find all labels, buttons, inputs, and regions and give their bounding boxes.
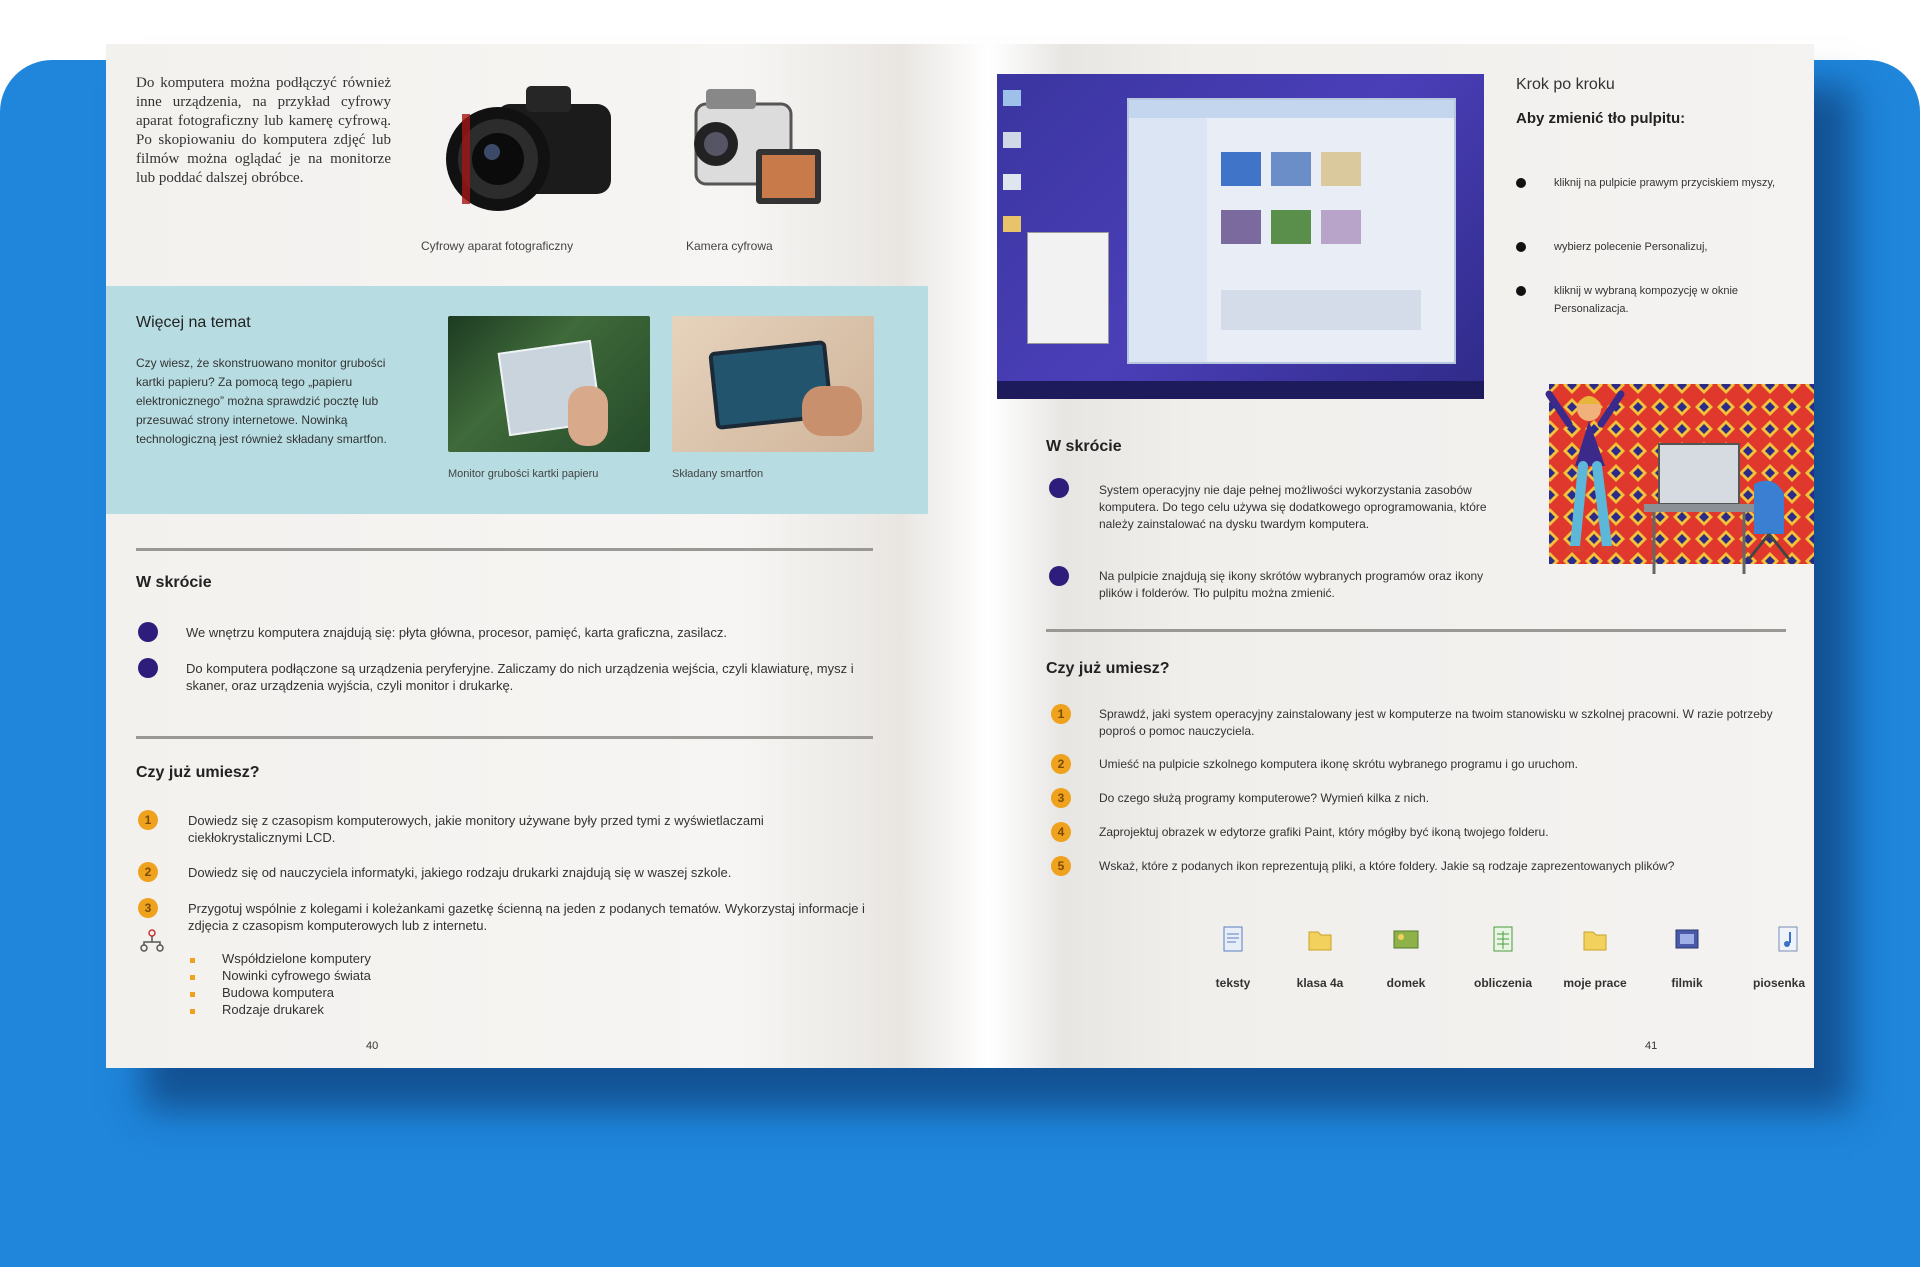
quiz-item: Dowiedz się od nauczyciela informatyki, jakiego rodzaju drukarki znajdują się w waszej szkole.: [188, 865, 732, 880]
topic-item: Rodzaje drukarek: [222, 1002, 324, 1017]
step-heading: Aby zmienić tło pulpitu:: [1516, 110, 1686, 127]
topic-bullet: [190, 958, 195, 963]
folder-icon: [1581, 926, 1609, 952]
bullet: [138, 658, 158, 678]
step-bullet: [1516, 178, 1526, 188]
left-page: [106, 44, 989, 1068]
step-bullet: [1516, 242, 1526, 252]
summary-title: W skrócie: [136, 574, 212, 591]
more-info-text: Czy wiesz, że skonstruowano monitor grubości kartki papieru? Za pomocą tego „papieru elektronicznego” można sprawdzić pocztę lub przesuwać strony internetowe. Nowinką technologiczną jest również składany smartfon.: [136, 356, 387, 446]
step-item: kliknij w wybraną kompozycję w oknie Personalizacja.: [1554, 285, 1739, 315]
desktop-screenshot: [997, 74, 1484, 399]
quiz-number: 4: [1051, 822, 1071, 842]
foldable-phone-photo: [672, 316, 874, 452]
topic-bullet: [190, 975, 195, 980]
paper-monitor-caption: Monitor grubości kartki papieru: [448, 468, 599, 480]
step-title: Krok po kroku: [1516, 76, 1615, 93]
page-number: 40: [366, 1040, 379, 1052]
quiz-number: 1: [138, 810, 158, 830]
open-textbook: [106, 44, 1814, 1068]
quiz-number: 3: [1051, 788, 1071, 808]
quiz-title: Czy już umiesz?: [136, 764, 260, 781]
quiz-item: Przygotuj wspólnie z kolegami i koleżankami gazetkę ścienną na jeden z podanych tematów. Wykorzystaj informacje i zdjęcia z czasopism komputerowych lub z internetu.: [188, 901, 865, 933]
quiz-number: 1: [1051, 704, 1071, 724]
topic-bullet: [190, 992, 195, 997]
personalization-window: [1127, 98, 1456, 364]
more-info-box: [106, 286, 928, 514]
taskbar: [997, 381, 1484, 399]
audio-file-icon: [1774, 926, 1802, 952]
divider: [136, 548, 873, 551]
paper-monitor-photo: [448, 316, 650, 452]
desktop-icons: [1003, 80, 1025, 360]
divider: [1046, 629, 1786, 632]
quiz-item: Wskaż, które z podanych ikon reprezentują pliki, a które foldery. Jakie są rodzaje zaprezentowanych plików?: [1099, 859, 1675, 873]
icon-label: teksty: [1215, 976, 1251, 990]
topic-item: Budowa komputera: [222, 985, 335, 1000]
right-page: [989, 44, 1814, 1068]
summary-item: System operacyjny nie daje pełnej możliwości wykorzystania zasobów komputera. Do tego celu używa się dodatkowego oprogramowania, które należy zainstalować na dysku twardym komputera.: [1099, 483, 1487, 531]
topic-bullet: [190, 1009, 195, 1014]
quiz-title: Czy już umiesz?: [1046, 660, 1170, 677]
folder-icon: [1306, 926, 1334, 952]
summary-item: Do komputera podłączone są urządzenia peryferyjne. Zaliczamy do nich urządzenia wejścia, czyli klawiaturę, mysz i skaner, oraz urządzenia wyjścia, czyli monitor i drukarkę.: [186, 661, 854, 693]
bullet: [1049, 478, 1069, 498]
summary-item: Na pulpicie znajdują się ikony skrótów wybranych programów oraz ikony plików i folderów. Tło pulpitu można zmienić.: [1099, 569, 1484, 600]
foldable-phone-caption: Składany smartfon: [672, 468, 764, 480]
icon-label: filmik: [1671, 976, 1703, 990]
quiz-item: Zaprojektuj obrazek w edytorze grafiki Paint, który mógłby być ikoną twojego folderu.: [1099, 825, 1549, 839]
quiz-item: Dowiedz się z czasopism komputerowych, jakie monitory używane były przed tymi z wyświetlaczami ciekłokrystalicznymi LCD.: [188, 813, 764, 845]
context-menu: [1027, 232, 1109, 344]
quiz-item: Sprawdź, jaki system operacyjny zainstalowany jest w komputerze na twoim stanowisku w szkolnej pracowni. W razie potrzeby poproś o pomoc nauczyciela.: [1099, 707, 1773, 738]
more-info-title: Więcej na temat: [136, 314, 251, 331]
image-file-icon: [1392, 926, 1420, 952]
quiz-number: 2: [138, 862, 158, 882]
divider: [136, 736, 873, 739]
page-number: 41: [1645, 1040, 1658, 1052]
quiz-item: Do czego służą programy komputerowe? Wymień kilka z nich.: [1099, 791, 1430, 805]
quiz-number: 5: [1051, 856, 1071, 876]
step-item: kliknij na pulpicie prawym przyciskiem myszy,: [1554, 177, 1776, 189]
icon-label: obliczenia: [1473, 976, 1532, 990]
icon-label: klasa 4a: [1296, 976, 1344, 990]
group-work-icon: [139, 928, 165, 954]
summary-title: W skrócie: [1046, 438, 1122, 455]
camcorder-caption: Kamera cyfrowa: [686, 239, 773, 253]
quiz-number: 3: [138, 898, 158, 918]
summary-item: We wnętrzu komputera znajdują się: płyta główna, procesor, pamięć, karta graficzna, zasilacz.: [186, 625, 727, 640]
topic-item: Współdzielone komputery: [222, 951, 371, 966]
quiz-item: Umieść na pulpicie szkolnego komputera ikonę skrótu wybranego programu i go uruchom.: [1099, 757, 1578, 771]
icon-label: moje prace: [1563, 976, 1627, 990]
wallpaper-illustration: [1539, 374, 1814, 599]
topic-item: Nowinki cyfrowego świata: [222, 968, 371, 983]
quiz-number: 2: [1051, 754, 1071, 774]
camcorder-image: [686, 74, 826, 224]
video-file-icon: [1673, 926, 1701, 952]
camera-caption: Cyfrowy aparat fotograficzny: [421, 239, 574, 253]
step-item: wybierz polecenie Personalizuj,: [1554, 241, 1708, 253]
bullet: [138, 622, 158, 642]
document-icon: [1219, 926, 1247, 952]
step-bullet: [1516, 286, 1526, 296]
spreadsheet-icon: [1489, 926, 1517, 952]
intro-text: Do komputera można podłączyć również inne urządzenia, na przykład cyfrowy aparat fotograficzny lub kamerę cyfrową. Po skopiowaniu do komputera zdjęć lub filmów można oglądać je na monitorze lub poddać dalszej obróbce.: [136, 75, 391, 186]
icon-label: domek: [1386, 976, 1426, 990]
bullet: [1049, 566, 1069, 586]
camera-image: [426, 74, 626, 224]
icon-label: piosenka: [1752, 976, 1806, 990]
